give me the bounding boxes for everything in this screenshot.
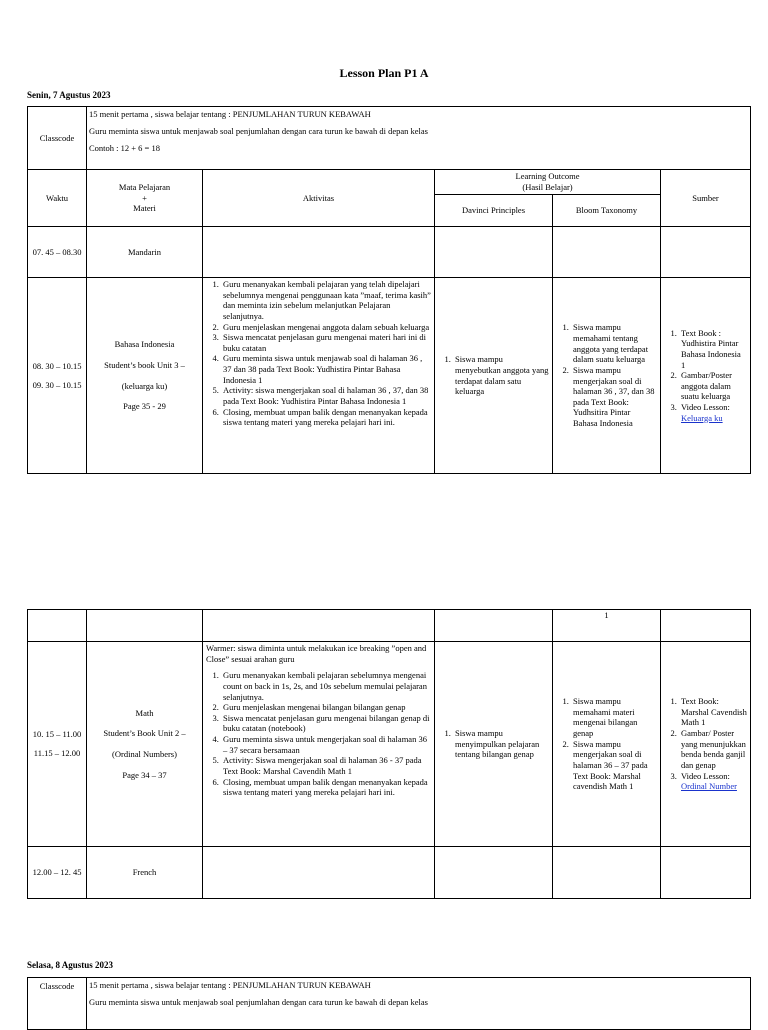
subject-topic: (Ordinal Numbers): [112, 749, 177, 759]
subject-book: Student’s Book Unit 2 –: [103, 728, 186, 739]
activity-item: 6. Closing, membuat umpan balik dengan menanyakan kepada siswa tentang materi yang mereka pelajari hari ini.: [221, 407, 431, 428]
header-mapel-line: Materi: [133, 203, 156, 214]
time-range: 11.15 – 12.00: [33, 748, 81, 758]
activity-item: 1. Guru menanyakan kembali pelajaran sebelumnya mengenai count on back in 1s, 2s, and 10s sebelum memulai pelajaran selanjutnya.: [221, 670, 431, 702]
activity-item: 5. Activity: Siswa mengerjakan soal di halaman 36 - 37 pada Text Book: Marshal Cavendih Math 1: [221, 755, 431, 776]
empty-cell: [203, 227, 435, 278]
video-link[interactable]: Ordinal Number: [681, 781, 737, 792]
intro-line: Contoh : 12 + 6 = 18: [89, 143, 160, 154]
activity-item: 4. Guru meminta siswa untuk mengerjakan soal di halaman 36 – 37 secara bersamaan: [221, 734, 431, 755]
empty-cell: [87, 610, 203, 642]
time-range: 09. 30 – 10.15: [32, 379, 82, 390]
intro-line: Guru meminta siswa untuk menjawab soal penjumlahan dengan cara turun ke bawah di depan kelas: [89, 996, 428, 1007]
sumber-item: 1. Text Book : Yudhistira Pintar Bahasa Indonesia 1: [679, 328, 747, 371]
empty-cell: [553, 227, 661, 278]
subject-topic: (keluarga ku): [121, 380, 168, 391]
video-link[interactable]: Keluarga ku: [681, 412, 723, 423]
header-aktivitas: Aktivitas: [203, 170, 435, 227]
header-waktu: Waktu: [28, 170, 87, 227]
sumber-item: 2. Gambar/Poster anggota dalam suatu keluarga: [679, 370, 747, 402]
bloom-cell: [553, 642, 661, 847]
day-date: Selasa, 8 Agustus 2023: [27, 960, 114, 970]
sumber-item: [679, 402, 747, 423]
header-mapel-line: Mata Pelajaran: [118, 182, 171, 193]
sumber-cell: [661, 278, 751, 474]
header-lo-line: Learning Outcome: [515, 171, 580, 182]
activities-cell: [203, 642, 435, 847]
lesson-table-day1: [27, 106, 751, 474]
activity-item: 6. Closing, membuat umpan balik dengan menanyakan kepada siswa tentang materi yang mereka pelajari hari ini.: [221, 777, 431, 798]
activity-item: 2. Guru menjelaskan mengenai bilangan bilangan genap: [221, 702, 431, 713]
subject-pages: Page 34 – 37: [122, 769, 167, 780]
sumber-cell: [661, 642, 751, 847]
intro-line: 15 menit pertama , siswa belajar tentang : PENJUMLAHAN TURUN KEBAWAH: [89, 980, 371, 990]
page-title: Lesson Plan P1 A: [339, 66, 429, 80]
empty-cell: [28, 610, 87, 642]
davinci-item: 1. Siswa mampu menyebutkan anggota yang terdapat dalam satu keluarga: [453, 354, 549, 397]
subject-name: Bahasa Indonesia: [114, 339, 175, 350]
time-cell: 07. 45 – 08.30: [28, 227, 87, 278]
davinci-cell: [435, 278, 553, 474]
video-label: Video Lesson:: [681, 770, 730, 781]
subject-cell: Mandarin: [87, 227, 203, 278]
header-mapel: [87, 170, 203, 227]
empty-cell: [203, 610, 435, 642]
header-learning-outcome: [435, 170, 661, 195]
activity-item: 2. Guru menjelaskan mengenai anggota dalam sebuah keluarga: [221, 322, 431, 333]
intro-line: 15 menit pertama , siswa belajar tentang : PENJUMLAHAN TURUN KEBAWAH: [89, 109, 371, 119]
empty-cell: [661, 847, 751, 899]
video-label: Video Lesson:: [681, 402, 730, 413]
intro-cell: [87, 978, 751, 1030]
header-lo-line: (Hasil Belajar): [522, 182, 573, 192]
bloom-item: 1. Siswa mampu memahami tentang anggota yang terdapat dalam suatu keluarga: [571, 322, 657, 365]
activity-item: 1. Guru menanyakan kembali pelajaran yang telah dipelajari sebelumnya mengenai penggunaan kata ”maaf, terima kasih” dan meminta izin sebelum melanjutkan Pelajaran selanjutnya.: [221, 279, 431, 322]
header-sumber: Sumber: [661, 170, 751, 227]
activity-item: 3. Siswa mencatat penjelasan guru mengenai bilangan genap di buku catatan (notebook): [221, 713, 431, 734]
sumber-item: 2. Gambar/ Poster yang menunjukkan benda benda ganjil dan genap: [679, 728, 747, 771]
davinci-cell: [435, 642, 553, 847]
classcode-label: Classcode: [28, 107, 87, 170]
bloom-item: 2. Siswa mampu mengerjakan soal di halaman 36 , 37, dan 38 pada Text Book: Yudhsitira Pintar Bahasa Indonesia: [571, 365, 657, 429]
activity-item: 4. Guru meminta siswa untuk menjawab soal di halaman 36 , 37 dan 38 pada Text Book: Yudhistira Pintar Bahasa Indonesia 1: [221, 353, 431, 385]
activity-item: 5. Activity: siswa mengerjakan soal di halaman 36 , 37, dan 38 pada Text Book: Yudhistira Pintar Bahasa Indonesia 1: [221, 385, 431, 406]
bloom-item: 1. Siswa mampu memahami materi mengenai bilangan genap: [571, 696, 657, 739]
lesson-table-day1-continued: [27, 609, 751, 899]
subject-cell: [87, 642, 203, 847]
warmer-text: Warmer: siswa diminta untuk melakukan ice breaking ”open and Close” sesuai arahan guru: [206, 643, 427, 664]
subject-book: Student’s book Unit 3 –: [104, 359, 185, 370]
subject-name: Math: [135, 707, 154, 718]
empty-cell: [553, 847, 661, 899]
davinci-item: 1. Siswa mampu menyimpulkan pelajaran tentang bilangan genap: [453, 728, 549, 760]
intro-line: Guru meminta siswa untuk menjawab soal penjumlahan dengan cara turun ke bawah di depan kelas: [89, 125, 428, 136]
empty-cell: [435, 847, 553, 899]
subject-cell: French: [87, 847, 203, 899]
time-cell: [28, 278, 87, 474]
time-cell: 12.00 – 12. 45: [28, 847, 87, 899]
activity-item: 3. Siswa mencatat penjelasan guru mengenai materi hari ini di buku catatan: [221, 332, 431, 353]
header-mapel-line: +: [142, 192, 147, 203]
empty-cell: [661, 227, 751, 278]
empty-cell: [661, 610, 751, 642]
sumber-item: [679, 771, 747, 792]
empty-cell: [435, 610, 553, 642]
time-range: 08. 30 – 10.15: [32, 360, 82, 371]
activities-cell: [203, 278, 435, 474]
bloom-item: 2. Siswa mampu mengerjakan soal di halaman 36 – 37 pada Text Book: Marshal cavendish Math 1: [571, 739, 657, 792]
subject-pages: Page 35 - 29: [123, 401, 166, 412]
subject-cell: [87, 278, 203, 474]
intro-cell: [87, 107, 751, 170]
classcode-label: Classcode: [28, 978, 87, 1030]
empty-cell: [203, 847, 435, 899]
day-date: Senin, 7 Agustus 2023: [27, 90, 111, 100]
lesson-table-day2: [27, 977, 751, 1030]
time-range: 10. 15 – 11.00: [32, 729, 82, 740]
empty-cell: [435, 227, 553, 278]
time-cell: [28, 642, 87, 847]
sumber-item: 1. Text Book: Marshal Cavendish Math 1: [679, 696, 747, 728]
header-bloom: Bloom Taxonomy: [553, 195, 661, 227]
header-davinci: Davinci Principles: [435, 195, 553, 227]
page-number: 1: [553, 610, 661, 642]
bloom-cell: [553, 278, 661, 474]
